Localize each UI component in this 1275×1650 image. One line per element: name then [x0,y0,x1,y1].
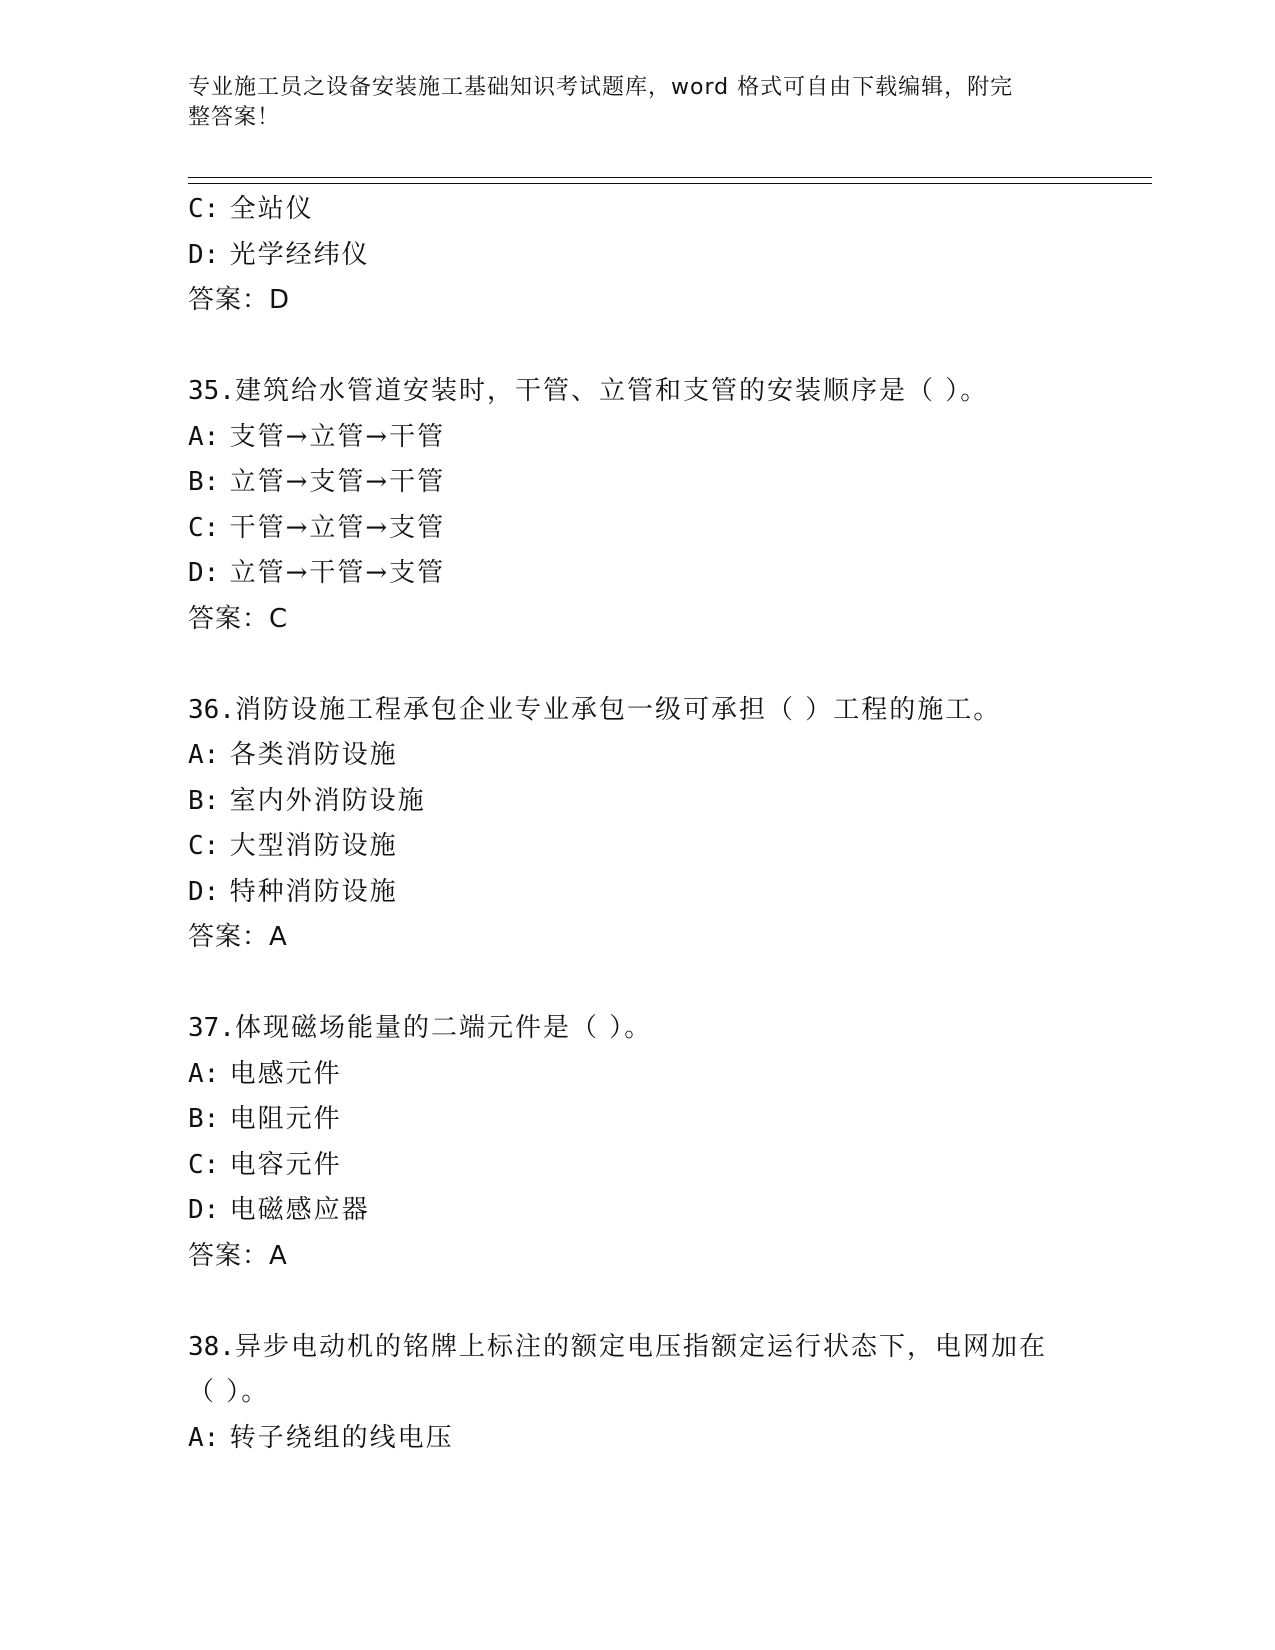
question-text: 异步电动机的铭牌上标注的额定电压指额定运行状态下，电网加在 [234,1331,1047,1362]
option-text: 光学经纬仪 [229,239,370,270]
option-text: 支管→立管→干管 [229,421,446,452]
answer-line: 答案：C [188,603,289,634]
option-d [188,1188,1088,1234]
header-line-1: 专业施工员之设备安装施工基础知识考试题库，word 格式可自由下载编辑，附完 [188,75,1014,100]
option-letter: C: [188,831,220,861]
option-text: 电容元件 [229,1149,342,1180]
option-d [188,233,1088,279]
question-text: 建筑给水管道安装时，干管、立管和支管的安装顺序是（ ）。 [234,376,989,406]
option-text: 特种消防设施 [229,876,398,907]
option-d [188,551,1088,597]
option-text: 大型消防设施 [229,831,398,861]
option-letter: A: [188,421,220,452]
option-text: 立管→支管→干管 [229,467,446,497]
question-37 [188,1006,1088,1052]
option-letter: B: [188,1104,220,1134]
option-b [188,779,1088,825]
option-text: 转子绕组的线电压 [229,1422,454,1453]
option-b [188,460,1088,506]
option-a [188,733,1088,779]
option-c [188,187,1088,233]
option-letter: B: [188,785,220,816]
option-c [188,824,1088,870]
question-number: 38. [188,1331,235,1362]
question-36 [188,688,1088,734]
option-text: 电磁感应器 [229,1195,370,1225]
option-letter: D: [188,558,220,588]
spacer [188,642,1088,688]
question-list [188,187,1088,1461]
question-text: 体现磁场能量的二端元件是（ ）。 [234,1013,653,1043]
option-c [188,1143,1088,1189]
spacer [188,961,1088,1007]
option-letter: C: [188,194,220,224]
option-letter: A: [188,1058,220,1089]
option-letter: B: [188,467,220,497]
spacer [188,324,1088,370]
option-letter: C: [188,1149,220,1180]
option-text: 立管→干管→支管 [229,558,446,588]
page-header [188,73,1068,133]
option-b [188,1097,1088,1143]
answer-line: 答案：A [188,922,288,952]
option-a [188,415,1088,461]
question-number: 36. [188,694,235,725]
option-letter: C: [188,512,220,543]
header-line-2: 整答案！ [188,105,281,130]
header-divider-top [188,177,1152,178]
header-divider-bottom [188,183,1152,184]
question-number: 37. [188,1013,235,1043]
question-number: 35. [188,376,235,406]
option-c [188,506,1088,552]
option-letter: D: [188,1195,220,1225]
option-d [188,870,1088,916]
option-letter: D: [188,239,220,270]
option-text: 电阻元件 [229,1104,342,1134]
option-a [188,1052,1088,1098]
question-35 [188,369,1088,415]
answer-line: 答案：A [188,1240,288,1271]
option-text: 各类消防设施 [229,740,398,770]
question-38-continued: （ ）。 [188,1377,270,1407]
option-text: 干管→立管→支管 [229,512,446,543]
option-a [188,1416,1088,1462]
question-text: 消防设施工程承包企业专业承包一级可承担（ ）工程的施工。 [234,694,1002,725]
option-letter: A: [188,740,220,770]
option-letter: A: [188,1422,220,1453]
option-text: 电感元件 [229,1058,342,1089]
option-text: 室内外消防设施 [229,785,426,816]
answer-line: 答案：D [188,285,291,315]
option-letter: D: [188,876,220,907]
option-text: 全站仪 [229,194,314,224]
spacer [188,1279,1088,1325]
question-38 [188,1325,1088,1371]
